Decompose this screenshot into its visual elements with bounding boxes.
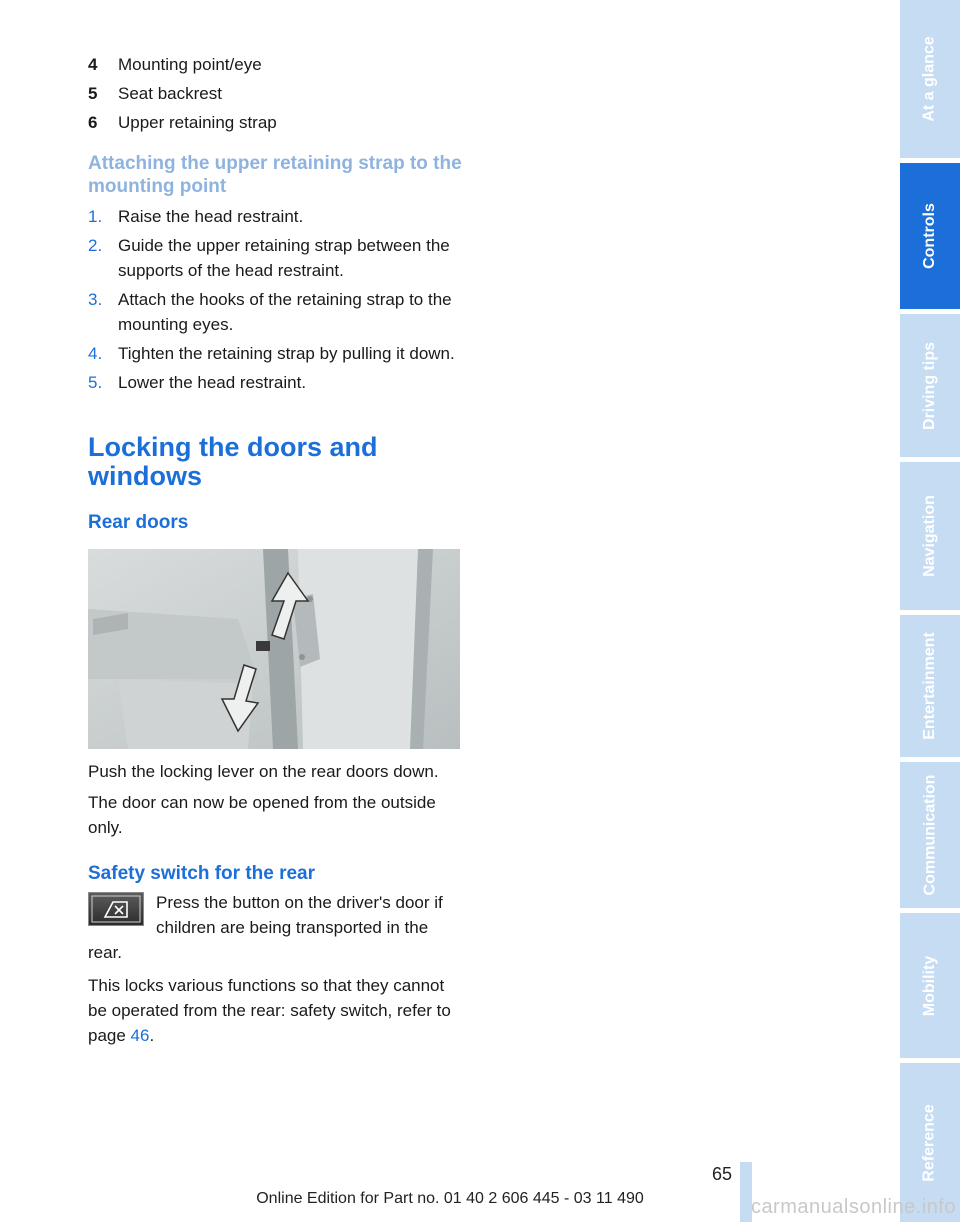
safety-switch-paragraph-1: Press the button on the driver's door if children are being transported in the rear. (88, 893, 443, 962)
online-edition-footer: Online Edition for Part no. 01 40 2 606 445 - 03 11 490 (256, 1190, 644, 1207)
rear-door-lock-photo (88, 549, 460, 749)
step-item (88, 204, 463, 229)
step-text: Raise the head restraint. (118, 207, 304, 226)
tab-label: Controls (921, 203, 938, 269)
step-text: Guide the upper retaining strap between the supports of the head restraint. (118, 236, 450, 280)
step-text: Lower the head restraint. (118, 373, 307, 392)
tab-entertainment[interactable] (900, 615, 960, 757)
legend-list (88, 50, 463, 137)
step-text: Tighten the retaining strap by pulling it down. (118, 344, 455, 363)
step-number: 3. (88, 290, 103, 309)
step-number: 4. (88, 344, 103, 363)
legend-text: Mounting point/eye (118, 55, 262, 74)
rear-doors-paragraph-1: Push the locking lever on the rear doors down. (88, 762, 439, 781)
step-item (88, 370, 463, 395)
page-reference-link[interactable]: 46 (130, 1026, 150, 1045)
safety-text-end: . (149, 1026, 155, 1045)
tab-driving-tips[interactable] (900, 314, 960, 457)
rear-doors-paragraph-2: The door can now be opened from the outside only. (88, 793, 436, 837)
step-number: 2. (88, 236, 103, 255)
tab-at-a-glance[interactable] (900, 0, 960, 158)
step-item (88, 341, 463, 366)
tab-label: Driving tips (921, 341, 939, 430)
legend-text: Seat backrest (118, 84, 222, 103)
tab-navigation[interactable] (900, 462, 960, 610)
safety-switch-block (88, 890, 463, 965)
page-number: 65 (712, 1164, 733, 1184)
tab-communication[interactable] (900, 762, 960, 908)
legend-number: 6 (88, 113, 98, 132)
tab-label: Navigation (921, 495, 939, 577)
tab-controls[interactable] (900, 163, 960, 309)
safety-switch-heading: Safety switch for the rear (88, 863, 316, 884)
legend-number: 4 (88, 55, 98, 74)
rear-door-lock-illustration (88, 549, 460, 749)
rear-doors-heading: Rear doors (88, 512, 189, 533)
main-content (88, 50, 463, 1054)
tab-label: Reference (921, 1103, 938, 1182)
legend-item (88, 108, 463, 137)
tab-label: At a glance (921, 36, 939, 122)
chapter-sidebar (900, 0, 960, 1222)
step-item (88, 233, 463, 283)
tab-label: Mobility (921, 955, 938, 1016)
legend-item (88, 50, 463, 79)
tab-mobility[interactable] (900, 913, 960, 1058)
attach-strap-heading: Attaching the upper retaining strap to the mounting point (88, 153, 462, 197)
watermark: carmanualsonline.info (750, 1196, 956, 1218)
step-number: 1. (88, 207, 103, 226)
tab-label: Entertainment (921, 632, 939, 740)
step-text: Attach the hooks of the retaining strap to the mounting eyes. (118, 290, 452, 334)
locking-section-title: Locking the doors and windows (88, 432, 378, 491)
legend-number: 5 (88, 84, 98, 103)
safety-switch-paragraph-2 (88, 973, 463, 1048)
child-lock-switch-icon (88, 892, 144, 926)
legend-text: Upper retaining strap (118, 113, 277, 132)
attach-steps-list (88, 204, 463, 395)
step-number: 5. (88, 373, 103, 392)
legend-item (88, 79, 463, 108)
step-item (88, 287, 463, 337)
safety-text: This locks various functions so that they cannot be operated from the rear: safety switch, refer to page (88, 976, 451, 1045)
tab-label: Communication (921, 774, 939, 896)
